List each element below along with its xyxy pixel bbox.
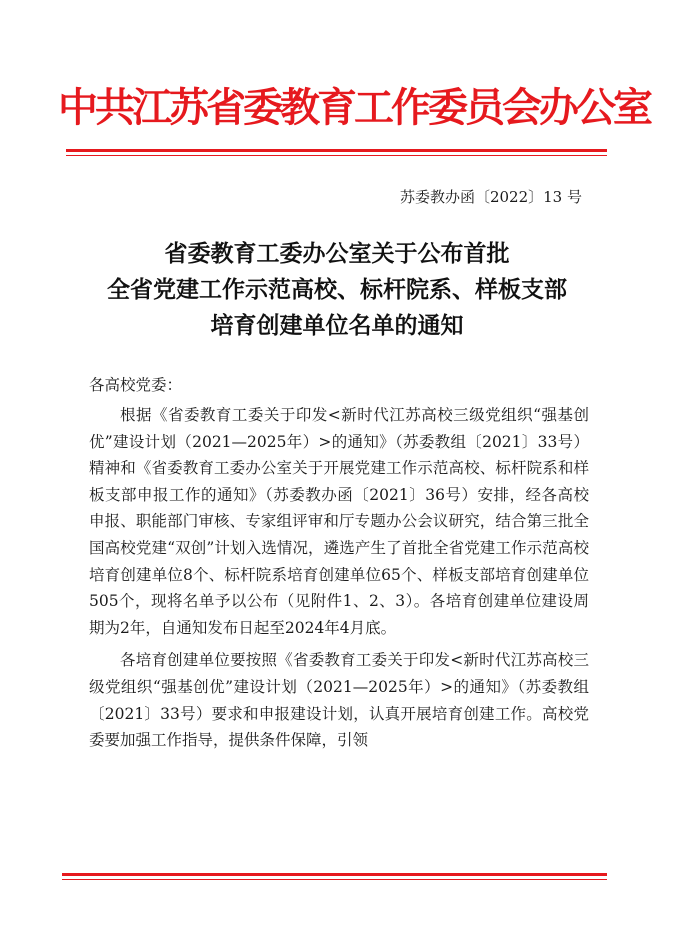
document-title [60, 236, 614, 344]
body-paragraph-1: 根据《省委教育工委关于印发<新时代江苏高校三级党组织“强基创优”建设计划（2021—2025年）>的通知》（苏委教组〔2021〕33号）精神和《省委教育工委办公室关于开展党建工作示范高校、标杆院系和样板支部申报工作的通知》（苏委教办函〔2021〕36号）安排，经各高校申报、职能部门审核、专家组评审和厅专题办公会议研究，结合第三批全国高校党建“双创”计划入选情况，遴选产生了首批全省党建工作示范高校培育创建单位8个、标杆院系培育创建单位65个、样板支部培育创建单位505个，现将名单予以公布（见附件1、2、3）。各培育创建单位建设周期为2年，自通知发布日起至2024年4月底。 [89, 406, 589, 637]
footer-thick-line [62, 873, 607, 876]
salutation: 各高校党委： [89, 376, 183, 394]
masthead-divider [66, 149, 607, 156]
footer-divider [62, 873, 607, 880]
title-line-3: 培育创建单位名单的通知 [210, 312, 464, 339]
divider-thick-line [66, 149, 607, 152]
title-line-1: 省委教育工委办公室关于公布首批 [164, 240, 510, 267]
footer-thin-line [62, 879, 607, 880]
body-paragraph-2: 各培育创建单位要按照《省委教育工委关于印发<新时代江苏高校三级党组织“强基创优”建设计划（2021—2025年）>的通知》（苏委教组〔2021〕33号）要求和申报建设计划，认真开展培育创建工作。高校党委要加强工作指导，提供条件保障，引领 [89, 651, 589, 750]
masthead-organization: 中共江苏省委教育工作委员会办公室 [58, 84, 650, 131]
document-body [89, 402, 589, 760]
divider-thin-line [66, 155, 607, 156]
document-number: 苏委教办函〔2022〕13 号 [399, 188, 582, 206]
title-line-2: 全省党建工作示范高校、标杆院系、样板支部 [107, 276, 567, 303]
